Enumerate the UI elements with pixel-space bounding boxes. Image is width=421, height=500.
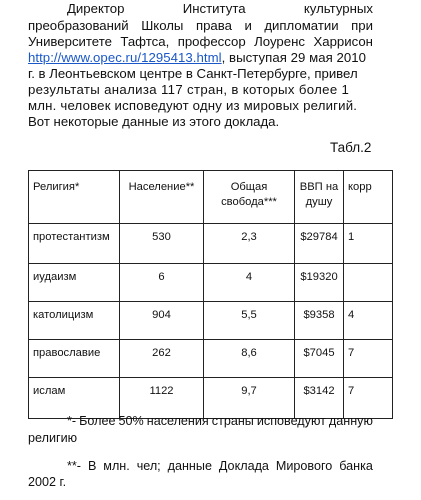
- header-line: Население**: [128, 181, 195, 193]
- cell-corruption: 4: [344, 302, 393, 340]
- table-row: [29, 340, 393, 378]
- word: права: [195, 18, 232, 33]
- footnote-1-line-1: [67, 413, 373, 430]
- header-line: Общая: [230, 181, 268, 193]
- cell-freedom: 8,6: [204, 340, 295, 378]
- paragraph-line-8: Вот некоторые данные из этого доклада.: [28, 114, 280, 129]
- word: культурных: [303, 1, 373, 16]
- word: В: [87, 459, 97, 473]
- header-line: свобода***: [221, 196, 277, 208]
- paragraph-line-4: [28, 50, 373, 65]
- cell-religion: православие: [29, 340, 120, 378]
- paragraph-line-5: г. в Леонтьевском центре в Санкт-Петербурге, привел: [28, 66, 358, 81]
- word: Тафтса,: [120, 34, 170, 49]
- cell-population: 904: [120, 302, 204, 340]
- header-line: Религия*: [33, 181, 80, 193]
- religion-table: [28, 170, 393, 419]
- cell-freedom: 2,3: [204, 224, 295, 264]
- cell-corruption: 7: [344, 340, 393, 378]
- cell-corruption: [344, 264, 393, 302]
- word: Института: [182, 1, 246, 16]
- cell-freedom: 5,5: [204, 302, 295, 340]
- header-line: душу: [305, 196, 333, 208]
- word: и: [244, 18, 252, 33]
- word: Директор: [67, 1, 125, 16]
- header-corruption: [344, 171, 393, 224]
- header-gdp: [295, 171, 344, 224]
- word: Харрисон: [313, 34, 373, 49]
- word: Лоуренс: [254, 34, 305, 49]
- paragraph-line-3: [28, 34, 373, 49]
- table-caption: Табл.2: [330, 140, 372, 155]
- word: профессор: [177, 34, 246, 49]
- cell-religion: протестантизм: [29, 224, 120, 264]
- cell-freedom: 4: [204, 264, 295, 302]
- word: страны: [211, 414, 254, 428]
- word: исповедуют: [256, 414, 326, 428]
- cell-religion: ислам: [29, 378, 120, 419]
- word: преобразований: [28, 18, 129, 33]
- footnote-2-line-2: 2002 г.: [28, 475, 67, 489]
- word: **-: [67, 459, 81, 473]
- word: Более: [79, 414, 116, 428]
- cell-corruption: 1: [344, 224, 393, 264]
- word: банка: [339, 459, 373, 473]
- paragraph-line-2: [28, 18, 373, 33]
- cell-freedom: 9,7: [204, 378, 295, 419]
- cell-population: 530: [120, 224, 204, 264]
- paragraph-line-4-text: , выступая 29 мая 2010: [221, 50, 367, 65]
- word: чел;: [136, 459, 161, 473]
- paragraph-line-7: млн. человек исповедуют одну из мировых религий.: [28, 98, 358, 113]
- cell-population: 262: [120, 340, 204, 378]
- cell-population: 1122: [120, 378, 204, 419]
- cell-religion: иудаизм: [29, 264, 120, 302]
- footnote-2-line-1: [67, 458, 373, 475]
- cell-gdp: $29784: [295, 224, 344, 264]
- word: данную: [328, 414, 373, 428]
- source-link[interactable]: http://www.opec.ru/1295413.html: [28, 50, 222, 65]
- cell-gdp: $9358: [295, 302, 344, 340]
- paragraph-line-1: [67, 1, 373, 16]
- word: Школы: [141, 18, 184, 33]
- table-row: [29, 224, 393, 264]
- table-row: [29, 302, 393, 340]
- cell-corruption: 7: [344, 378, 393, 419]
- header-population: [120, 171, 204, 224]
- cell-gdp: $7045: [295, 340, 344, 378]
- word: Университете: [28, 34, 112, 49]
- word: Доклада: [218, 459, 269, 473]
- table-row: [29, 264, 393, 302]
- header-line: корр: [348, 181, 372, 193]
- cell-religion: католицизм: [29, 302, 120, 340]
- word: при: [351, 18, 373, 33]
- word: 50%: [118, 414, 144, 428]
- word: дипломатии: [264, 18, 339, 33]
- header-line: ВВП на: [299, 181, 339, 193]
- table-header-row: [29, 171, 393, 224]
- word: *-: [67, 414, 77, 428]
- header-religion: [29, 171, 120, 224]
- word: данные: [167, 459, 212, 473]
- word: Мирового: [275, 459, 333, 473]
- header-freedom: [204, 171, 295, 224]
- paragraph-line-6: результаты анализа 117 стран, в которых более 1: [28, 82, 350, 97]
- cell-population: 6: [120, 264, 204, 302]
- word: млн.: [103, 459, 130, 473]
- cell-gdp: $19320: [295, 264, 344, 302]
- footnote-1-line-2: религию: [28, 431, 78, 445]
- cell-gdp: $3142: [295, 378, 344, 419]
- word: населения: [146, 414, 209, 428]
